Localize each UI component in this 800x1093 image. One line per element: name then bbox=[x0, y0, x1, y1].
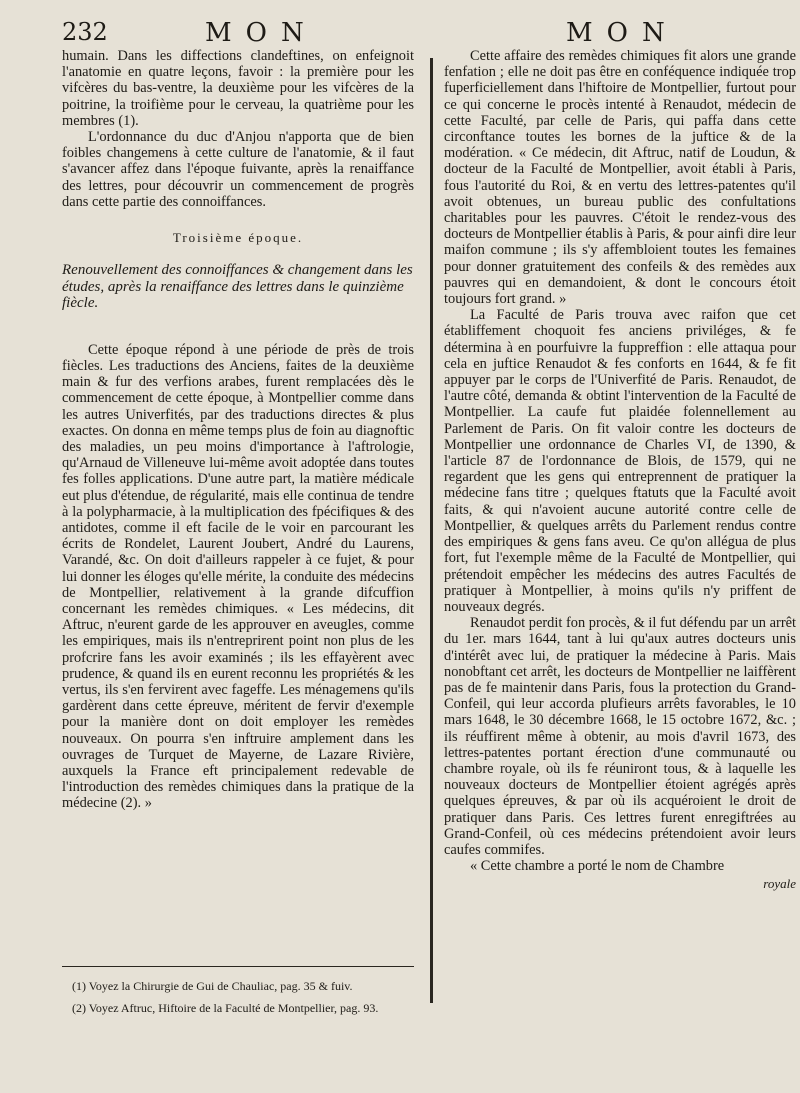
footnote-2: (2) Voyez Aftruc, Hiftoire de la Faculté de Montpellier, pag. 93. bbox=[72, 1001, 379, 1015]
section-subtitle: Renouvellement des connoiffances & changement dans les études, après la renaiffance des lettres dans le quinzième fiècle. bbox=[62, 262, 413, 312]
right-column bbox=[444, 48, 796, 893]
left-paragraph-3: Cette époque répond à une période de près de trois fiècles. Les traductions des Anciens, faites de la deuxième main & fur des verfions arabes, furent remplacées dès le commencement de cette époque, à Montpellier comme dans les autres Univerfités, par des traductions directes & plus exactes. On donna en même temps plus de foin au diagnoftic des maladies, un peu moins d'importance à l'aftrologie, qu'Arnaud de Villeneuve lui-même avoit adoptée dans toutes fes folles applications. D'une autre part, la matière médicale eut plus d'étendue, de régularité, mais elle continua de tendre à la polypharmacie, à la multiplication des fpécifiques & des antidotes, comme il eft facile de le voir en parcourant les écrits de Rondelet, Laurent Joubert, André du Laurens, Varandé, &c. On doit d'ailleurs rappeler à ce fujet, & pour lui donner les éloges qu'elle mérite, la conduite des médecins de Montpellier, relativement à la grande difcuffion concernant les remèdes chimiques. « Les médecins, dit Aftruc, n'eurent garde de les approuver en aveugles, comme les empiriques, mais ils n'entreprirent point non plus de les profcrire fans les avoir examinés ; ils les effayèrent avec prudence, & quand ils en eurent reconnu les propriétés & les vertus, ils s'en fervirent avec fageffe. Les ménagemens qu'ils gardèrent dans cette épreuve, méritent de fervir d'exemple pour la manière dont on doit employer les remèdes nouveaux. On pourra s'en inftruire amplement dans les ouvrages de Turquet de Mayerne, de Lazare Rivière, auxquels la France eft principalement redevable de l'introduction des remèdes chimiques dans la pratique de la médecine (2). » bbox=[62, 341, 414, 812]
page-header bbox=[0, 18, 800, 46]
right-paragraph-2: La Faculté de Paris trouva avec raifon que cet établiffement choquoit fes anciens priviléges, & fe détermina à en pourfuivre la fuppreffion : elle attaqua pour cela en juftice Renaudot & fes conforts en 1644, & fe fit appuyer par le corps de l'Univerfité de Paris. Renaudot, de l'autre côté, demanda & obtint l'intervention de la Faculté de Montpellier. La caufe fut plaidée folennellement au Parlement de Paris. On fit valoir contre les docteurs de Montpellier une ordonnance de Charles VI, de 1390, & l'article 87 de l'ordonnance de Blois, de 1579, qui ne regardent que les gens qui entreprennent de pratiquer la médecine fans titre ; quelques ftatuts que la Faculté avoit faits, & qui n'avoient aucune autorité contre celle de Montpellier, & quelques arrêts du Parlement rendus contre des empiriques & gens fans aveu. Ce qu'on allégua de plus fort, fut l'exemple même de la Faculté de Montpellier, qui prétendoit empêcher les médecins des autres Facultés de pratiquer à Montpellier, à moins qu'ils n'y priffent de nouveaux degrés. bbox=[444, 307, 796, 615]
left-paragraph-2: L'ordonnance du duc d'Anjou n'apporta que de bien foibles changemens à cette culture de l'anatomie, & il faut s'avancer affez dans l'époque fuivante, après la renaiffance des lettres, pour découvrir un commencement de progrès dans cette partie des connoiffances. bbox=[62, 129, 414, 210]
footnotes bbox=[62, 938, 414, 1023]
right-paragraph-3: Renaudot perdit fon procès, & il fut défendu par un arrêt du 1er. mars 1644, tant à lui qu'aux autres docteurs unis d'intérêt avec lui, de pratiquer la médecine à Paris. Mais nonobftant cet arrêt, les docteurs de Montpellier ne laiffèrent pas de fe maintenir dans Paris, fous la protection du Grand-Confeil, qui leur accorda plufieurs arrêts favorables, le 10 mars 1648, le 30 décembre 1668, le 15 octobre 1672, &c. ; ils réuffirent même à obtenir, au mois d'avril 1673, des lettres-patentes portant érection d'une communauté ou chambre royale, où ils fe réuniront tous, & à laquelle les nouveaux docteurs de Montpellier étoient agrégés après quelques épreuves, & par où ils acquéroient le droit de pratiquer dans Paris. Ces lettres furent enregiftrées au Grand-Confeil, où ces médecins prétendoient avoir leurs caufes commifes. bbox=[444, 615, 796, 858]
catchword: royale bbox=[763, 876, 796, 892]
right-paragraph-1: Cette affaire des remèdes chimiques fit alors une grande fenfation ; elle ne doit pas être en conféquence indiquée trop fuperficiellement dans l'hiftoire de Montpellier, furtout pour ce qui concerne le procès intenté à Renaudot, médecin de cette Faculté, par celle de Paris, qui paffa dans cette circonftance toutes les bornes de la juftice & de la modération. « Ce médecin, dit Aftruc, natif de Loudun, & docteur de la Faculté de Montpellier, avoit établi à Paris, fous l'autorité du Roi, & en vertu des lettres-patentes qu'il avoit obtenues, un bureau public des confultations charitables pour les pauvres. C'étoit le rendez-vous des docteurs de Montpellier établis à Paris, & pour ainfi dire leur maifon commune ; ils s'y affembloient toutes les femaines pour donner gratuitement des confeils & des remèdes aux pauvres qui en demandoient, & dont le concours étoit toujours fort grand. » bbox=[444, 48, 796, 308]
running-head-right: MON bbox=[566, 18, 679, 48]
page-number: 232 bbox=[62, 18, 108, 46]
running-head-left: MON bbox=[205, 18, 318, 48]
column-divider bbox=[430, 58, 433, 1003]
left-column bbox=[62, 48, 414, 812]
right-paragraph-4: « Cette chambre a porté le nom de Chambre bbox=[470, 858, 725, 875]
left-paragraph-1: humain. Dans les diffections clandeftines, on enfeignoit l'anatomie en quatre leçons, favoir : la première pour les vifcères du bas-ventre, la deuxième pour les vifcères de la poitrine, la troifième pour le cerveau, la quatrième pour les membres (1). bbox=[62, 48, 414, 129]
section-title: Troisième époque. bbox=[172, 230, 304, 246]
footnote-1: (1) Voyez la Chirurgie de Gui de Chauliac, pag. 35 & fuiv. bbox=[72, 979, 353, 993]
footnote-rule bbox=[62, 966, 414, 967]
